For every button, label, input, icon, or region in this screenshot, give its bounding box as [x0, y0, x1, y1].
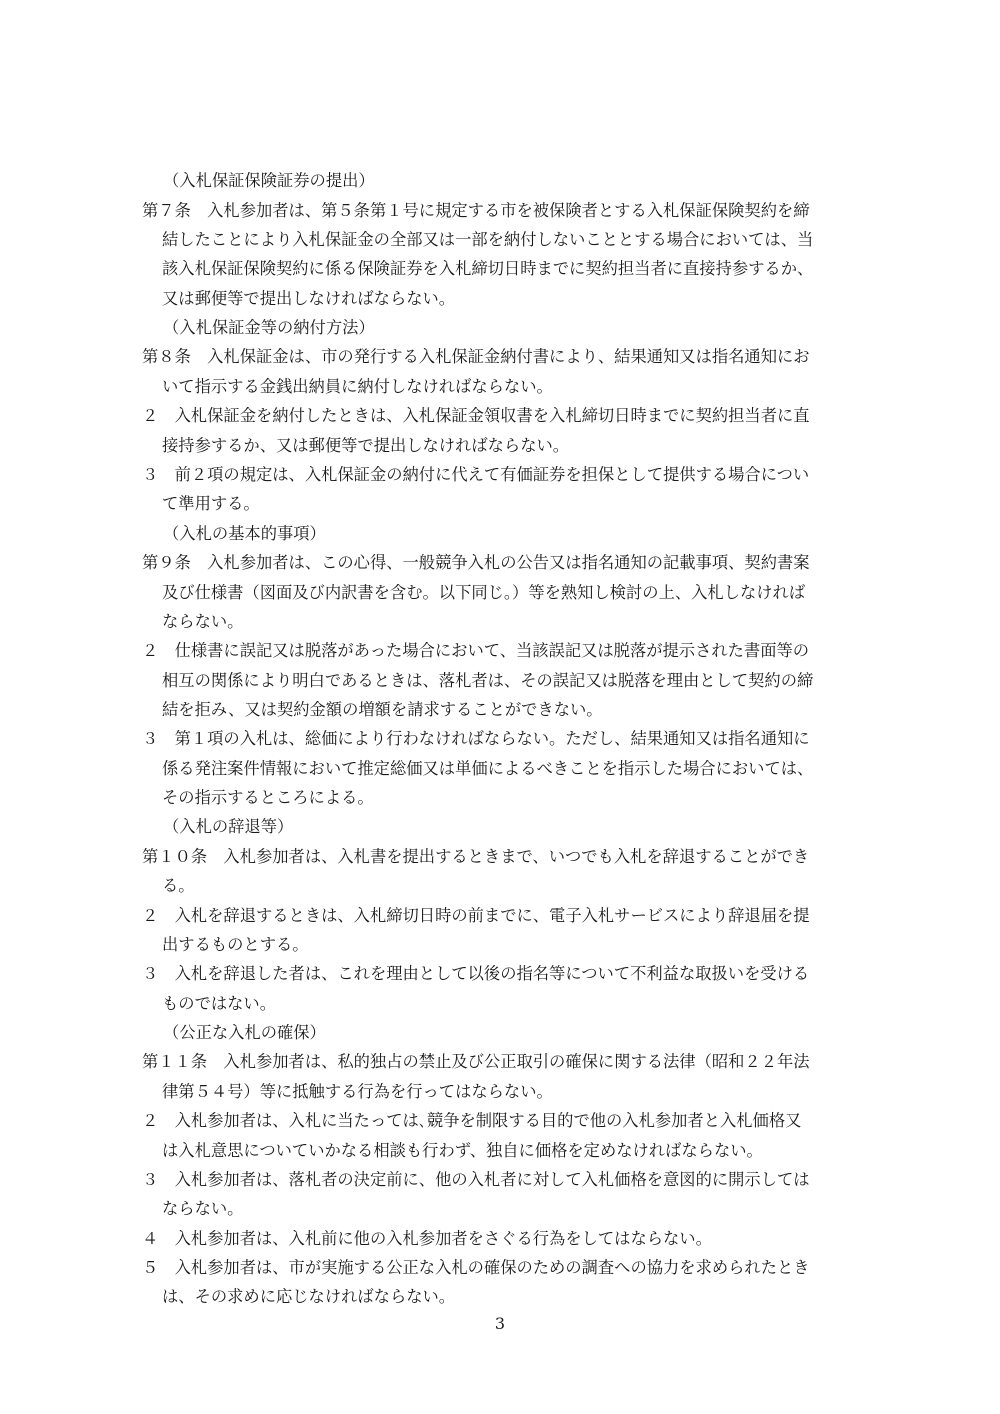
- text-line: いて指示する金銭出納員に納付しなければならない。: [162, 377, 553, 396]
- article-7: 第７条 入札参加者は、第５条第１号に規定する市を被保険者とする入札保証保険契約を締: [142, 201, 810, 220]
- section-heading: （入札保証保険証券の提出）: [163, 171, 375, 190]
- paragraph-line: ４ 入札参加者は、入札前に他の入札参加者をさぐる行為をしてはならない。: [142, 1229, 712, 1248]
- paragraph-line: ２ 仕様書に誤記又は脱落があった場合において、当該誤記又は脱落が提示された書面等の: [142, 641, 810, 660]
- paragraph-line: ３ 入札参加者は、落札者の決定前に、他の入札者に対して入札価格を意図的に開示しては: [142, 1170, 810, 1189]
- text-line: 出するものとする。: [162, 935, 309, 954]
- paragraph-line: ３ 入札を辞退した者は、これを理由として以後の指名等について不利益な取扱いを受ける: [142, 964, 810, 983]
- section-heading: （入札の基本的事項）: [163, 524, 326, 543]
- text-line: る。: [162, 876, 195, 895]
- text-line: ならない。: [162, 1199, 244, 1218]
- paragraph-line: ３ 第１項の入札は、総価により行わなければならない。ただし、結果通知又は指名通知に: [142, 729, 810, 748]
- text-line: 接持参するか、又は郵便等で提出しなければならない。: [162, 436, 570, 455]
- paragraph-line: ２ 入札を辞退するときは、入札締切日時の前までに、電子入札サービスにより辞退届を提: [142, 906, 810, 925]
- paragraph-line: ２ 入札保証金を納付したときは、入札保証金領収書を入札締切日時までに契約担当者に直: [142, 406, 810, 425]
- article-8: 第８条 入札保証金は、市の発行する入札保証金納付書により、結果通知又は指名通知にお: [142, 347, 810, 366]
- paragraph-line: ３ 前２項の規定は、入札保証金の納付に代えて有価証券を担保として提供する場合につい: [142, 465, 810, 484]
- section-heading: （入札保証金等の納付方法）: [163, 318, 375, 337]
- section-heading: （公正な入札の確保）: [163, 1023, 326, 1042]
- text-line: 又は郵便等で提出しなければならない。: [162, 289, 456, 308]
- text-line: は、その求めに応じなければならない。: [162, 1287, 456, 1306]
- text-line: ものではない。: [162, 994, 276, 1013]
- text-line: 相互の関係により明白であるときは、落札者は、その誤記又は脱落を理由として契約の締: [162, 671, 814, 690]
- paragraph-line: ２ 入札参加者は、入札に当たっては､競争を制限する目的で他の入札参加者と入札価格又: [142, 1111, 802, 1130]
- text-line: 結したことにより入札保証金の全部又は一部を納付しないこととする場合においては、当: [162, 230, 814, 249]
- page-number: 3: [494, 1314, 506, 1333]
- paragraph-line: ５ 入札参加者は、市が実施する公正な入札の確保のための調査への協力を求められたとき: [142, 1258, 810, 1277]
- text-line: は入札意思についていかなる相談も行わず、独自に価格を定めなければならない。: [162, 1141, 763, 1160]
- text-line: て準用する。: [162, 494, 260, 513]
- article-10: 第１０条 入札参加者は、入札書を提出するときまで、いつでも入札を辞退することができ: [142, 847, 810, 866]
- text-line: 係る発注案件情報において推定総価又は単価によるべきことを指示した場合においては、: [162, 759, 814, 778]
- text-line: 律第５４号）等に抵触する行為を行ってはならない。: [162, 1082, 553, 1101]
- text-line: 該入札保証保険契約に係る保険証券を入札締切日時までに契約担当者に直接持参するか、: [162, 259, 814, 278]
- section-heading: （入札の辞退等）: [163, 817, 294, 836]
- text-line: ならない。: [162, 612, 244, 631]
- article-11: 第１１条 入札参加者は、私的独占の禁止及び公正取引の確保に関する法律（昭和２２年法: [142, 1052, 810, 1071]
- text-line: 及び仕様書（図面及び内訳書を含む。以下同じ。）等を熟知し検討の上、入札しなければ: [162, 583, 806, 602]
- article-9: 第９条 入札参加者は、この心得、一般競争入札の公告又は指名通知の記載事項、契約書案: [142, 553, 810, 572]
- text-line: その指示するところによる。: [162, 788, 374, 807]
- text-line: 結を拒み、又は契約金額の増額を請求することができない。: [162, 700, 603, 719]
